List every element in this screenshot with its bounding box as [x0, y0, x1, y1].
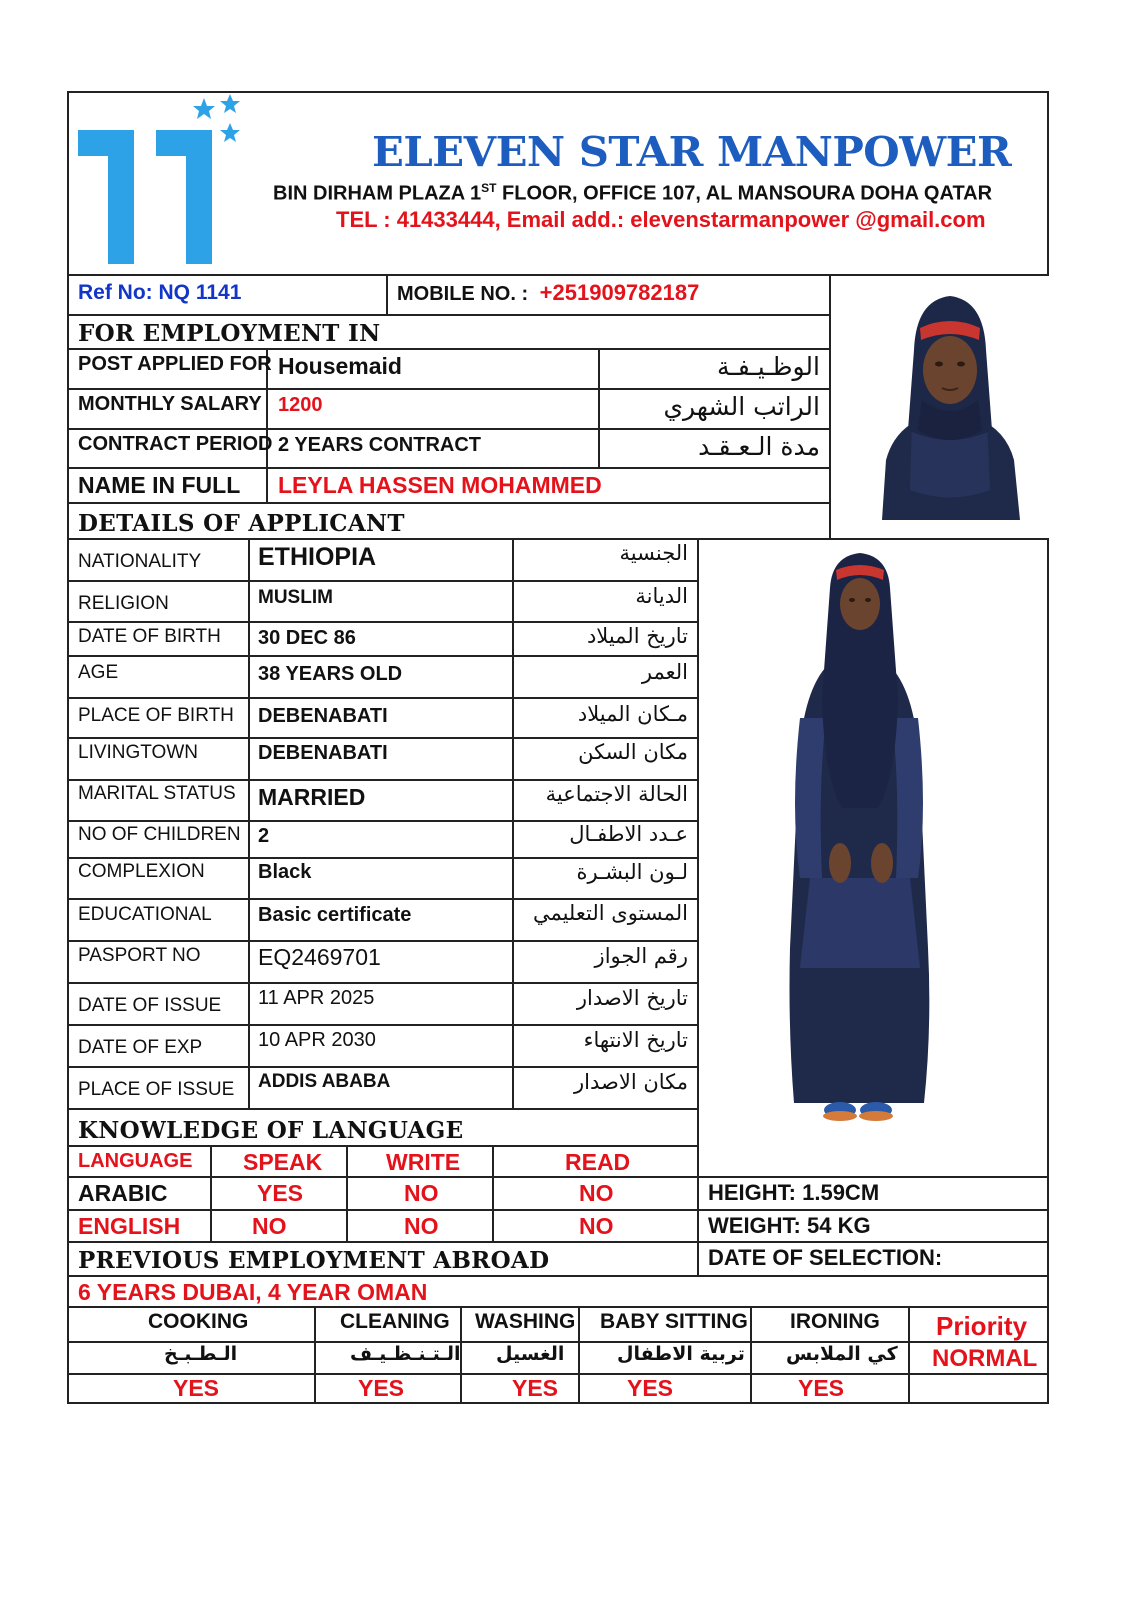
detail-label: NO OF CHILDREN [78, 824, 241, 845]
detail-arabic-label: الحالة الاجتماعية [545, 782, 688, 806]
address-text: BIN DIRHAM PLAZA 1 [273, 182, 482, 205]
applicant-full-body-photo [770, 548, 950, 1133]
detail-value: DEBENABATI [258, 742, 388, 764]
skill-cooking-value: YES [173, 1375, 220, 1401]
employment-value: Housemaid [278, 353, 402, 379]
detail-label: LIVINGTOWN [78, 742, 198, 763]
detail-value: MUSLIM [258, 587, 333, 608]
skill-cleaning-arabic: الـتـنـظـيـف [350, 1343, 461, 1365]
height-value: HEIGHT: 1.59CM [708, 1180, 880, 1205]
skill-cleaning-value: YES [358, 1375, 405, 1401]
language-name: ENGLISH [78, 1213, 181, 1239]
skill-cleaning-label: CLEANING [340, 1310, 450, 1333]
detail-value: 30 DEC 86 [258, 627, 356, 649]
full-name-value: LEYLA HASSEN MOHAMMED [278, 472, 602, 498]
address-superscript: ST [481, 181, 497, 195]
full-name-label: NAME IN FULL [78, 472, 241, 498]
language-col-write: WRITE [386, 1149, 461, 1175]
skill-ironing-arabic: كي الملابس [786, 1343, 898, 1365]
detail-arabic-label: تاريخ الاصدار [576, 986, 688, 1010]
language-col-read: READ [565, 1149, 631, 1175]
previous-employment-heading: PREVIOUS EMPLOYMENT ABROAD [78, 1247, 550, 1274]
detail-label: EDUCATIONAL [78, 904, 212, 925]
detail-arabic-label: الديانة [635, 584, 688, 608]
priority-label: Priority [936, 1311, 1028, 1341]
skill-cooking-label: COOKING [148, 1310, 249, 1333]
mobile-number [397, 282, 699, 304]
employment-arabic-label: الراتب الشهري [663, 392, 820, 421]
company-contact: TEL : 41433444, Email add.: elevenstarmanpower @gmail.com [336, 207, 986, 232]
detail-arabic-label: تاريخ الميلاد [586, 624, 688, 648]
employment-arabic-label: مدة الـعـقـد [698, 432, 820, 461]
detail-arabic-label: مـكان الميلاد [577, 702, 688, 726]
employment-heading: FOR EMPLOYMENT IN [78, 320, 381, 347]
language-write: NO [404, 1180, 439, 1206]
company-address [273, 182, 992, 204]
mobile-value: +251909782187 [539, 280, 700, 305]
skill-ironing-value: YES [798, 1375, 845, 1401]
detail-arabic-label: لـون البشـرة [576, 860, 688, 884]
detail-value: DEBENABATI [258, 705, 388, 727]
detail-label: PLACE OF BIRTH [78, 705, 234, 726]
detail-arabic-label: عـدد الاطفـال [569, 822, 688, 846]
detail-value: 10 APR 2030 [258, 1029, 376, 1051]
detail-label: RELIGION [78, 593, 169, 614]
detail-value: MARRIED [258, 784, 366, 810]
detail-value: EQ2469701 [258, 944, 381, 970]
priority-value: NORMAL [932, 1345, 1038, 1372]
company-logo [76, 94, 246, 266]
company-name: ELEVEN STAR MANPOWER [372, 128, 1012, 176]
skill-washing-arabic: الغسيل [496, 1343, 565, 1365]
skill-baby-sitting-label: BABY SITTING [600, 1310, 748, 1333]
detail-label: AGE [78, 662, 119, 683]
detail-value: ETHIOPIA [258, 543, 377, 571]
ref-number [78, 282, 241, 303]
detail-arabic-label: المستوى التعليمي [532, 901, 688, 925]
detail-arabic-label: الجنسية [619, 541, 688, 565]
detail-arabic-label: تاريخ الانتهاء [583, 1028, 688, 1052]
language-speak: YES [257, 1180, 304, 1206]
detail-value: ADDIS ABABA [258, 1071, 391, 1092]
employment-label: MONTHLY SALARY [78, 393, 262, 415]
language-col-speak: SPEAK [243, 1149, 323, 1175]
detail-value: 38 YEARS OLD [258, 663, 403, 685]
detail-label: PLACE OF ISSUE [78, 1079, 235, 1100]
language-write: NO [404, 1213, 439, 1239]
skill-cooking-arabic: الـطـبـخ [164, 1343, 238, 1365]
language-read: NO [579, 1180, 614, 1206]
language-read: NO [579, 1213, 614, 1239]
language-col-language: LANGUAGE [78, 1150, 193, 1172]
detail-label: DATE OF BIRTH [78, 626, 221, 647]
skill-ironing-label: IRONING [790, 1310, 880, 1333]
detail-value: Black [258, 861, 312, 883]
ref-value: NQ 1141 [158, 281, 242, 304]
employment-label: POST APPLIED FOR [78, 353, 272, 375]
weight-value: WEIGHT: 54 KG [708, 1213, 871, 1238]
language-speak: NO [252, 1213, 287, 1239]
detail-arabic-label: رقم الجواز [594, 944, 688, 968]
date-of-selection-label: DATE OF SELECTION: [708, 1245, 943, 1270]
detail-arabic-label: مكان السكن [578, 740, 688, 764]
employment-label: CONTRACT PERIOD [78, 433, 273, 455]
address-text-rest: FLOOR, OFFICE 107, AL MANSOURA DOHA QATAR [496, 182, 993, 205]
detail-label: DATE OF ISSUE [78, 995, 222, 1016]
details-heading: DETAILS OF APPLICANT [78, 510, 405, 537]
skill-washing-value: YES [512, 1375, 559, 1401]
language-heading: KNOWLEDGE OF LANGUAGE [78, 1117, 464, 1144]
skill-washing-label: WASHING [475, 1310, 576, 1333]
previous-employment-value: 6 YEARS DUBAI, 4 YEAR OMAN [78, 1279, 428, 1305]
detail-value: 11 APR 2025 [258, 987, 375, 1009]
detail-arabic-label: مكان الاصدار [574, 1070, 688, 1094]
detail-arabic-label: العمر [641, 660, 688, 684]
employment-arabic-label: الوظـيـفـة [717, 352, 820, 381]
detail-label: COMPLEXION [78, 861, 205, 882]
detail-label: DATE OF EXP [78, 1037, 203, 1058]
applicant-portrait-photo [872, 290, 1027, 520]
ref-label: Ref No: [78, 281, 153, 304]
detail-label: NATIONALITY [78, 551, 202, 572]
detail-label: PASPORT NO [78, 945, 201, 966]
employment-value: 2 YEARS CONTRACT [278, 434, 481, 456]
detail-value: 2 [258, 825, 270, 847]
skill-baby-sitting-value: YES [627, 1375, 674, 1401]
detail-label: MARITAL STATUS [78, 783, 236, 804]
detail-value: Basic certificate [258, 904, 412, 926]
skill-baby-sitting-arabic: تربية الاطفال [617, 1343, 745, 1365]
mobile-label: MOBILE NO. : [397, 283, 529, 305]
language-name: ARABIC [78, 1180, 168, 1206]
employment-value: 1200 [278, 394, 323, 416]
